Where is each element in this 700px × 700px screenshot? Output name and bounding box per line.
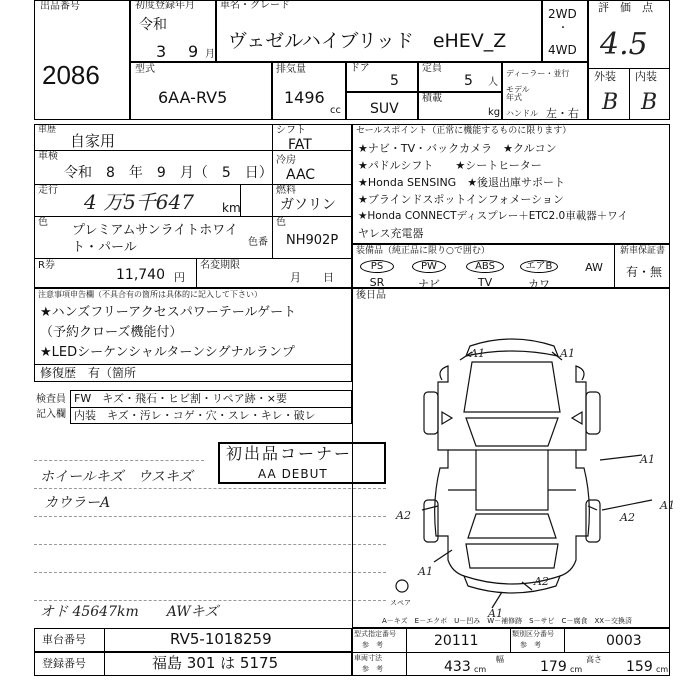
model-value: 6AA-RV5 — [158, 88, 228, 107]
color-no-sub-label: 色 — [276, 217, 286, 228]
score-value: 4.5 — [600, 27, 648, 62]
height-label: 高さ — [586, 655, 602, 664]
ac-label: 冷房 — [276, 155, 296, 166]
height-unit: cm — [656, 665, 669, 674]
drive-2wd: 2WD — [548, 7, 577, 21]
usage-label: 車歴 — [38, 125, 57, 135]
equip-aw: AW — [585, 261, 603, 274]
spare-label: スペア — [390, 599, 411, 607]
disp-value: 1496 — [284, 88, 325, 107]
caution-line: （予約クローズ機能付） — [40, 325, 183, 340]
door-label: ドア — [350, 63, 370, 74]
width-value: 179 — [540, 659, 567, 675]
mileage-unit: km — [222, 201, 241, 215]
damage-mark: A1 — [418, 565, 433, 578]
usage-value: 自家用 — [70, 132, 116, 150]
class-value: 0003 — [606, 633, 642, 649]
car-name: ヴェゼルハイブリッド eHEV_Z — [228, 30, 507, 52]
spec-ref: 参 考 — [362, 641, 383, 649]
lot-label: 出品番号 — [40, 1, 80, 12]
check-label-2: 記入欄 — [36, 409, 66, 420]
len-label: 車両寸法 — [354, 654, 382, 662]
sales-line: ★パドルシフト ★シートヒーター — [358, 159, 542, 172]
score-label: 評 価 点 — [598, 1, 653, 14]
damage-mark: A1 — [488, 607, 503, 620]
load-unit: kg — [488, 107, 501, 118]
check-row-interior: 内装 キズ・汚レ・コゲ・穴・スレ・キレ・破レ — [74, 409, 316, 422]
model-year-label: モデル年式 — [506, 85, 530, 102]
recycle-value: 11,740 — [116, 267, 165, 283]
mileage-value: 4 万5千647 — [84, 190, 194, 214]
handle-value: 左・右 — [546, 107, 579, 120]
width-label: 幅 — [496, 655, 504, 664]
drive-4wd: 4WD — [548, 43, 577, 57]
damage-mark: A2 — [396, 509, 411, 522]
shift-label: シフト — [276, 125, 306, 136]
fuel-label: 燃料 — [276, 185, 296, 196]
cap-unit: 人 — [488, 77, 498, 88]
width-unit: cm — [570, 665, 583, 674]
ac-value: AAC — [286, 167, 316, 183]
equip-ps: PS — [360, 260, 394, 273]
cap-value: 5 — [464, 73, 473, 89]
inspect-value: 令和 8 年 9 月（ 5 日） — [64, 165, 273, 181]
model-label: 型式 — [135, 64, 155, 75]
color-label: 色 — [38, 217, 48, 228]
reg-month-unit: 月 — [205, 49, 215, 60]
warranty-value: 有・無 — [626, 265, 663, 279]
ext-label: 外装 — [594, 70, 616, 83]
damage-mark: A1 — [660, 499, 675, 512]
plate-label: 登録番号 — [42, 657, 86, 670]
damage-mark: A1 — [640, 453, 655, 466]
shift-value: FAT — [288, 137, 312, 153]
spec-value: 20111 — [434, 633, 479, 649]
height-value: 159 — [626, 659, 653, 675]
sales-line: ★ブラインドスポットインフォメーション — [358, 193, 564, 206]
load-label: 積載 — [422, 93, 442, 104]
note-line-2: カウラーA — [44, 495, 111, 511]
car-diagram — [352, 300, 670, 620]
lot-number: 2086 — [42, 60, 100, 90]
damage-mark: A1 — [560, 347, 575, 360]
damage-legend: A－キズ E－エクボ U－凹み W－補修跡 S－サビ C－腐食 XX－交換済 — [382, 617, 633, 625]
equip-airbag: エアB — [520, 260, 558, 273]
equip-abs: ABS — [466, 260, 504, 273]
warranty-label: 新車保証書 — [620, 246, 666, 256]
equip-leather: カワ — [528, 278, 550, 291]
color-no-value: NH902P — [286, 233, 339, 248]
reg-label: 初度登録年月 — [135, 0, 195, 11]
sales-line: ★Honda CONNECTディスプレー＋ETC2.0車載器＋ワイ — [358, 210, 628, 222]
check-label-1: 検査員 — [36, 394, 66, 405]
door-value: 5 — [390, 73, 399, 89]
length-value: 433 — [444, 659, 471, 675]
debut-jp: 初出品コーナー — [226, 444, 353, 463]
equipment-title: 装備品（純正品に限り○で囲む） — [356, 246, 490, 256]
sales-line: ★ナビ・TV・バックカメラ ★クルコン — [358, 142, 557, 155]
class-ref: 参 考 — [520, 641, 541, 649]
body-value: SUV — [370, 101, 399, 117]
equip-tv: TV — [477, 276, 493, 289]
mileage-label: 走行 — [38, 185, 58, 196]
fuel-value: ガソリン — [280, 197, 336, 213]
recycle-label: R券 — [38, 260, 55, 271]
disp-label: 排気量 — [276, 64, 306, 75]
chassis-label: 車台番号 — [42, 633, 86, 646]
name-change-value: 月 日 — [290, 271, 334, 284]
reg-era: 令和 — [139, 17, 167, 33]
equip-navi: ナビ — [418, 278, 440, 291]
sales-title: セールスポイント（正常に機能するものに限ります） — [356, 126, 572, 136]
damage-mark: A1 — [470, 347, 485, 360]
note-line-1: ホイールキズ ウスキズ — [40, 469, 193, 485]
name-label: 車名・グレード — [220, 0, 290, 11]
cap-label: 定員 — [422, 63, 442, 74]
int-label: 内装 — [635, 70, 657, 83]
class-label: 類別区分番号 — [512, 630, 554, 638]
debut-en: AA DEBUT — [258, 467, 328, 481]
spec-label: 型式指定番号 — [354, 630, 396, 638]
inspect-label: 車検 — [38, 151, 58, 162]
caution-line: ★ハンズフリーアクセスパワーテールゲート — [40, 305, 297, 320]
repair-history: 修復歴 有（箇所 — [40, 366, 137, 380]
caution-title: 注意事項申告欄（不具合有の箇所は具体的に記入して下さい） — [38, 290, 262, 299]
diagram-title: 後日品 — [356, 290, 386, 301]
sales-line: ヤレス充電器 — [358, 227, 424, 240]
caution-line: ★LEDシーケンシャルターンシグナルランプ — [40, 345, 295, 360]
color-value: プレミアムサンライトホワイト・パール — [72, 223, 238, 255]
handle-label: ハンドル — [506, 109, 538, 118]
equip-sr: SR — [369, 276, 385, 289]
chassis-value: RV5-1018259 — [170, 630, 272, 648]
reg-year: 3 — [156, 42, 167, 61]
damage-mark: A2 — [534, 575, 549, 588]
recycle-unit: 円 — [174, 271, 185, 284]
note-line-3: オド 45647km AWキズ — [40, 604, 219, 620]
length-unit: cm — [474, 665, 487, 674]
len-ref: 参 考 — [362, 665, 383, 673]
disp-unit: cc — [330, 105, 341, 116]
color-no-label: 色番 — [248, 237, 268, 248]
damage-mark: A2 — [620, 511, 635, 524]
int-grade: B — [641, 90, 658, 115]
ext-grade: B — [602, 90, 619, 115]
plate-value: 福島 301 は 5175 — [152, 654, 279, 672]
check-row-fw: FW キズ・飛石・ヒビ割・リペア跡・×要 — [74, 392, 287, 405]
drive-sep: ・ — [558, 23, 568, 34]
dealer-label: ディーラー・並行 — [506, 69, 570, 78]
equip-pw: PW — [412, 260, 446, 273]
name-change-label: 名変期限 — [200, 260, 240, 271]
reg-month: 9 — [188, 42, 199, 61]
sales-line: ★Honda SENSING ★後退出庫サポート — [358, 176, 566, 189]
